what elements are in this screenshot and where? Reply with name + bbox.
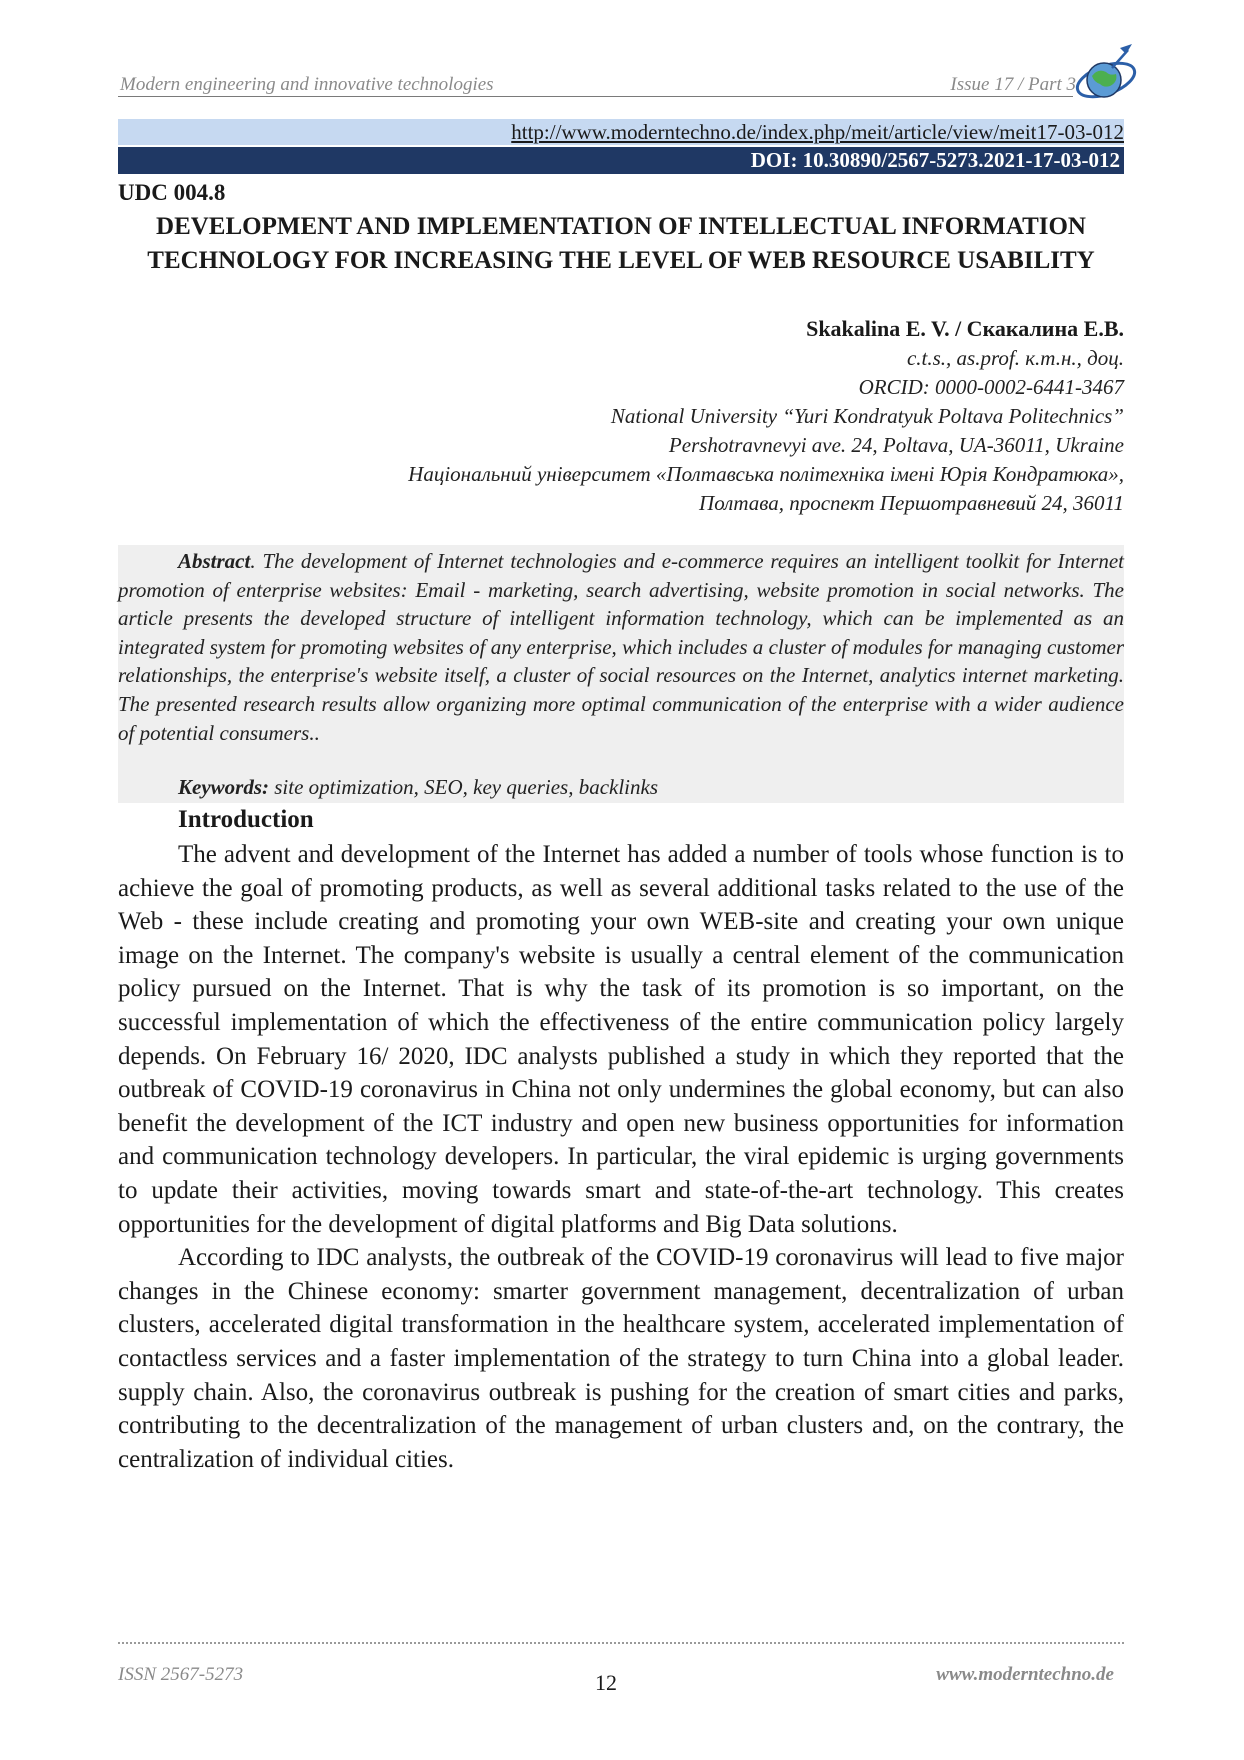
abstract bbox=[118, 547, 1124, 747]
doi-bar bbox=[118, 147, 1124, 174]
page-number: 12 bbox=[595, 1670, 617, 1695]
abstract-text: . The development of Internet technologies and e-commerce requires an intelligent toolkit for Internet promotion of enterprise websites: Email - marketing, search advertising, website promotion in social networks. The article presents the developed structure of intelligent information technology, which can be implemented as an integrated system for promoting websites of any enterprise, which includes a cluster of modules for managing customer relationships, the enterprise's website itself, a cluster of social resources on the Internet, analytics internet marketing. The presented research results allow organizing more optimal communication of the enterprise with a wider audience of potential consumers.. bbox=[118, 549, 1124, 745]
header-rule bbox=[118, 96, 1073, 97]
abstract-box bbox=[118, 545, 1124, 803]
article-title: DEVELOPMENT AND IMPLEMENTATION OF INTELLECTUAL INFORMATION TECHNOLOGY FOR INCREASING THE LEVEL OF WEB RESOURCE USABILITY bbox=[147, 213, 1095, 274]
author-address-uk: Полтава, проспект Першотравневий 24, 36011 bbox=[699, 491, 1124, 515]
keywords-label: Keywords: bbox=[178, 775, 269, 799]
paragraph: According to IDC analysts, the outbreak of the COVID-19 coronavirus will lead to five major changes in the Chinese economy: smarter government management, decentralization of urban clusters, accelerated digital transformation in the healthcare system, accelerated implementation of contactless services and a faster implementation of the strategy to turn China into a global leader. supply chain. Also, the coronavirus outbreak is pushing for the creation of smart cities and parks, contributing to the decentralization of the management of urban clusters and, on the contrary, the centralization of individual cities. bbox=[118, 1244, 1124, 1473]
keywords bbox=[178, 775, 658, 800]
footer-website-link[interactable]: www.moderntechno.de bbox=[936, 1664, 1114, 1685]
paragraph: The advent and development of the Internet has added a number of tools whose function is to achieve the goal of promoting products, as well as several additional tasks related to the use of the Web - these include creating and promoting your own WEB-site and creating your own unique image on the Internet. The company's website is usually a central element of the communication policy pursued on the Internet. That is why the task of its promotion is so important, on the successful implementation of which the effectiveness of the entire communication policy largely depends. On February 16/ 2020, IDC analysts published a study in which they reported that the outbreak of COVID-19 coronavirus in China not only undermines the global economy, but can also benefit the development of the ICT industry and open new business opportunities for information and communication technology developers. In particular, the viral epidemic is urging governments to update their activities, moving towards smart and state-of-the-art technology. This creates opportunities for the development of digital platforms and Big Data solutions. bbox=[118, 841, 1124, 1238]
footer-issn: ISSN 2567-5273 bbox=[118, 1664, 244, 1685]
author-name: Skakalina E. V. / Скакалина Е.В. bbox=[806, 316, 1124, 341]
footer-rule bbox=[118, 1642, 1124, 1644]
author-affiliation-uk: Національний університет «Полтавська політехніка імені Юрія Кондратюка», bbox=[408, 462, 1124, 486]
author-orcid: ORCID: 0000-0002-6441-3467 bbox=[858, 375, 1124, 399]
article-url-link[interactable]: http://www.moderntechno.de/index.php/meit/article/view/meit17-03-012 bbox=[511, 120, 1124, 144]
keywords-text: site optimization, SEO, key queries, backlinks bbox=[269, 775, 659, 799]
section-heading-introduction: Introduction bbox=[178, 806, 314, 833]
author-affiliation-en: National University “Yuri Kondratyuk Poltava Politechnics” bbox=[610, 404, 1124, 428]
globe-logo-icon bbox=[1068, 42, 1148, 114]
author-address-en: Pershotravnevyi ave. 24, Poltava, UA-36011, Ukraine bbox=[668, 433, 1124, 457]
body-text bbox=[118, 838, 1124, 1476]
doi-text: DOI: 10.30890/2567-5273.2021-17-03-012 bbox=[750, 148, 1120, 172]
article-url-bar bbox=[118, 119, 1124, 145]
issue-label: Issue 17 / Part 3 bbox=[950, 74, 1076, 95]
author-block bbox=[124, 314, 1124, 518]
udc-code: UDC 004.8 bbox=[118, 180, 226, 205]
author-degree: c.t.s., as.prof. к.т.н., доц. bbox=[906, 346, 1124, 370]
abstract-label: Abstract bbox=[178, 549, 251, 573]
journal-name: Modern engineering and innovative technologies bbox=[120, 74, 494, 95]
